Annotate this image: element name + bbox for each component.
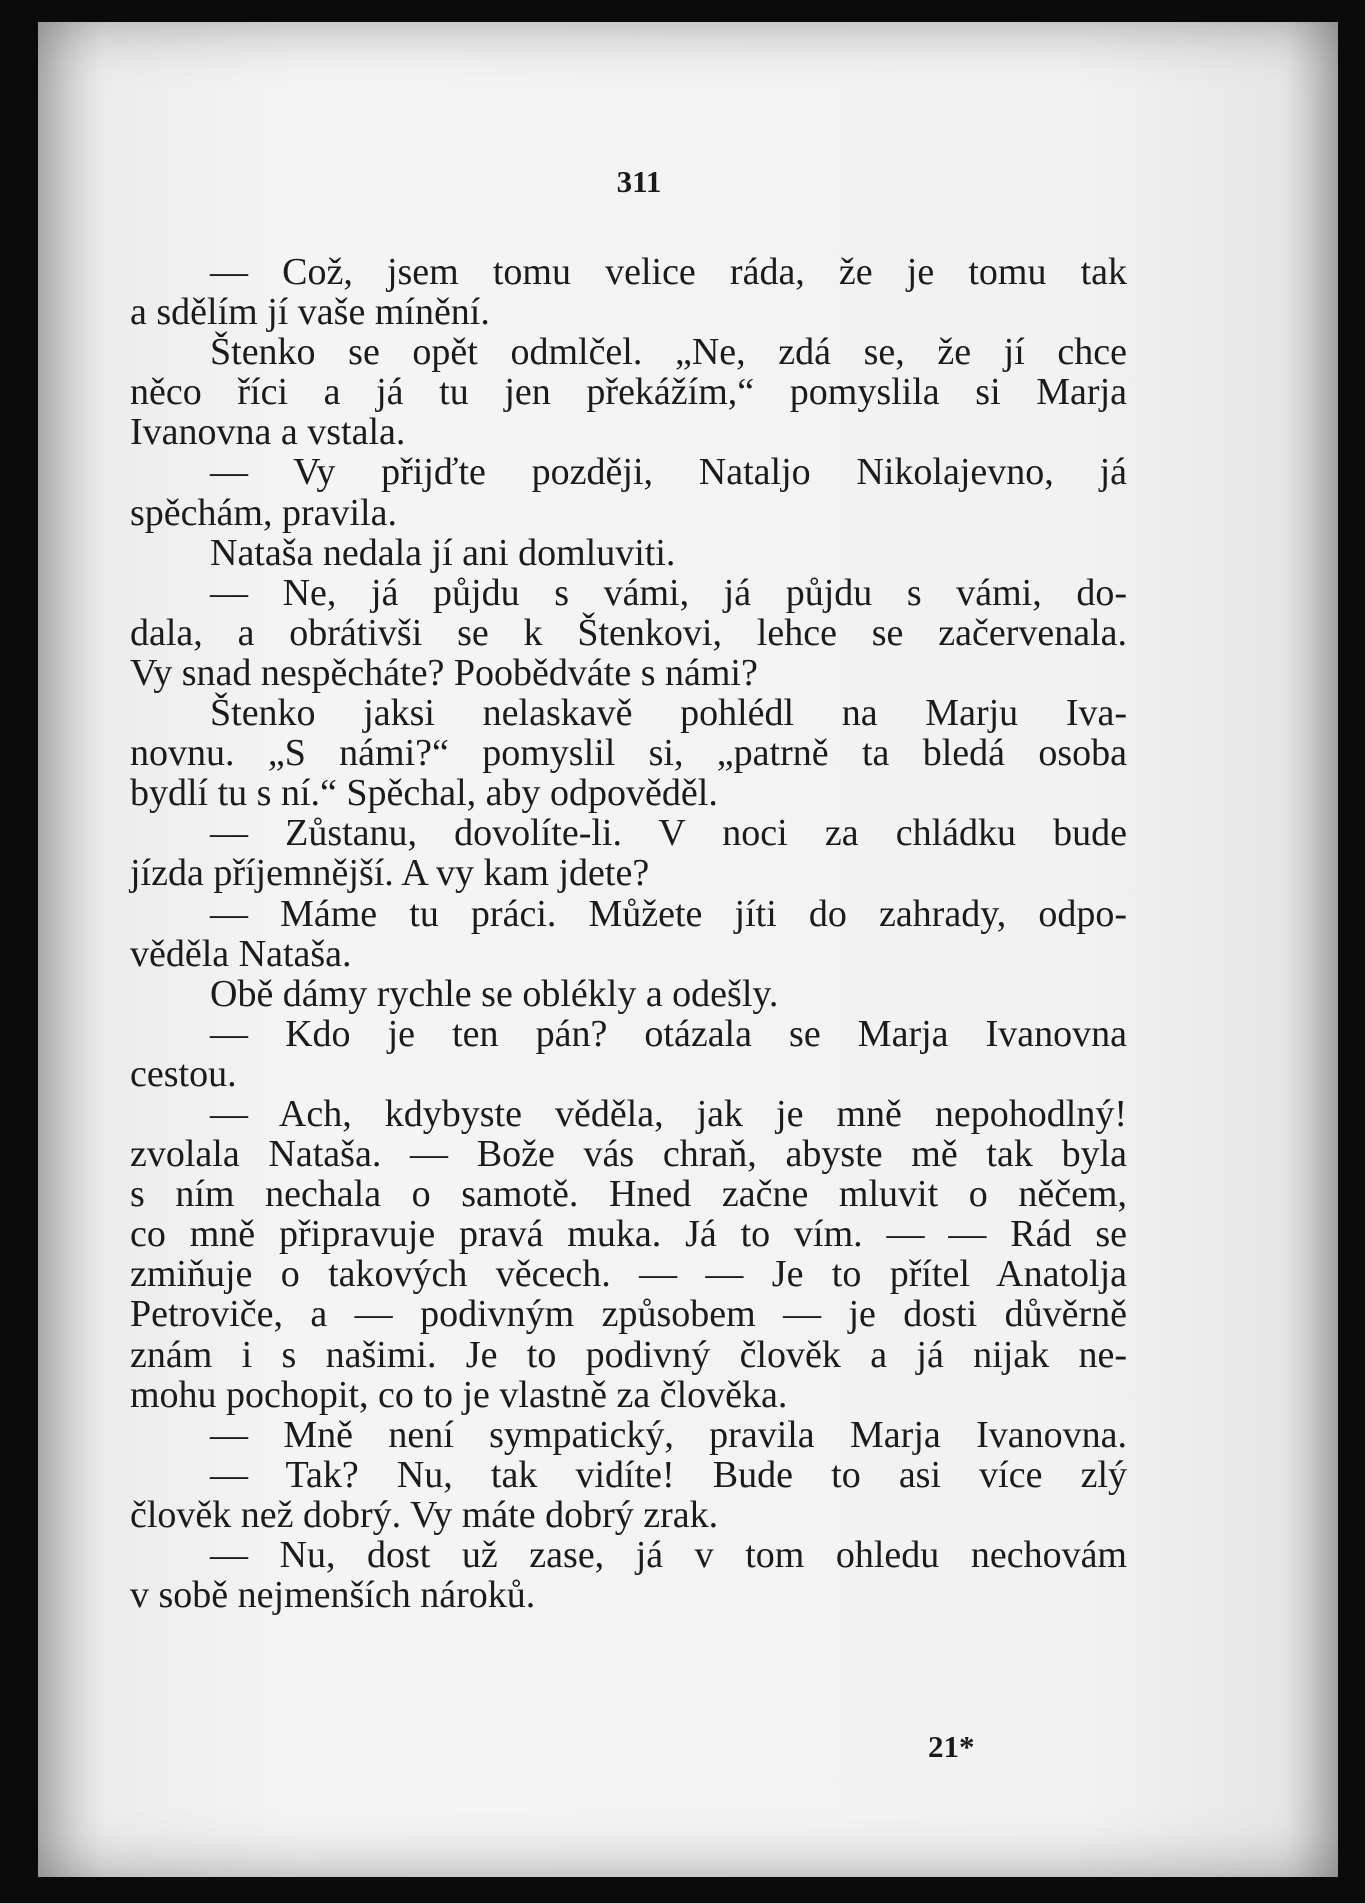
text-line: v sobě nejmenších nároků. [130,1574,536,1617]
text-line: — Nu, dost už zase, já v tom ohledu nechovám [210,1534,1127,1576]
text-line: Štenko jaksi nelaskavě pohlédl na Marju Iva- [210,692,1127,735]
text-line: Ivanovna a vstala. [130,411,406,454]
text-line: znám i s našimi. Je to podivný člověk a já nijak ne- [130,1333,1127,1376]
text-line: — Což, jsem tomu velice ráda, že je tomu tak [210,251,1127,293]
text-line: — Ach, kdybyste věděla, jak je mně nepohodlný! [210,1092,1127,1135]
text-line: zmiňuje o takových věcech. — — Je to přítel Anatolja [130,1253,1127,1296]
text-line: věděla Nataša. [130,932,352,975]
text-line: — Zůstanu, dovolíte-li. V noci za chládku bude [210,812,1127,855]
text-line: člověk než dobrý. Vy máte dobrý zrak. [130,1493,719,1536]
text-line: Nataša nedala jí ani domluviti. [210,531,676,574]
text-line: bydlí tu s ní.“ Spěchal, aby odpověděl. [130,772,718,815]
text-line: — Kdo je ten pán? otázala se Marja Ivanovna [210,1012,1127,1055]
text-line: Štenko se opět odmlčel. „Ne, zdá se, že jí chce [210,331,1127,374]
text-line: Vy snad nespěcháte? Poobědváte s námi? [130,651,758,694]
text-line: jízda příjemnější. A vy kam jdete? [130,852,650,895]
text-line: — Ne, já půjdu s vámi, já půjdu s vámi, do- [210,571,1127,614]
text-line: zvolala Nataša. — Bože vás chraň, abyste mě tak byla [130,1133,1127,1176]
text-line: dala, a obrátivši se k Štenkovi, lehce se začervenala. [130,611,1127,654]
page-number: 311 [616,164,662,199]
text-line: — Tak? Nu, tak vidíte! Bude to asi více zlý [210,1453,1127,1496]
text-line: něco říci a já tu jen překážím,“ pomyslila si Marja [130,371,1127,414]
text-line: spěchám, pravila. [130,491,397,534]
printer-signature: 21* [928,1729,975,1764]
text-line: mohu pochopit, co to je vlastně za člověka. [130,1373,788,1416]
text-line: a sdělím jí vaše mínění. [130,291,490,334]
text-line: s ním nechala o samotě. Hned začne mluvit o něčem, [130,1173,1127,1216]
text-line: — Máme tu práci. Můžete jíti do zahrady, odpo- [210,892,1127,935]
book-page [38,22,1338,1877]
text-line: cestou. [130,1052,237,1095]
text-line: — Vy přijďte později, Nataljo Nikolajevno, já [210,451,1127,494]
text-line: Obě dámy rychle se oblékly a odešly. [210,972,779,1015]
text-line: — Mně není sympatický, pravila Marja Ivanovna. [210,1413,1127,1456]
text-line: Petroviče, a — podivným způsobem — je dosti důvěrně [130,1293,1127,1336]
page-text [130,252,1127,1615]
text-line: co mně připravuje pravá muka. Já to vím. — — Rád se [130,1213,1127,1256]
text-line: novnu. „S námi?“ pomyslil si, „patrně ta bledá osoba [130,732,1127,775]
